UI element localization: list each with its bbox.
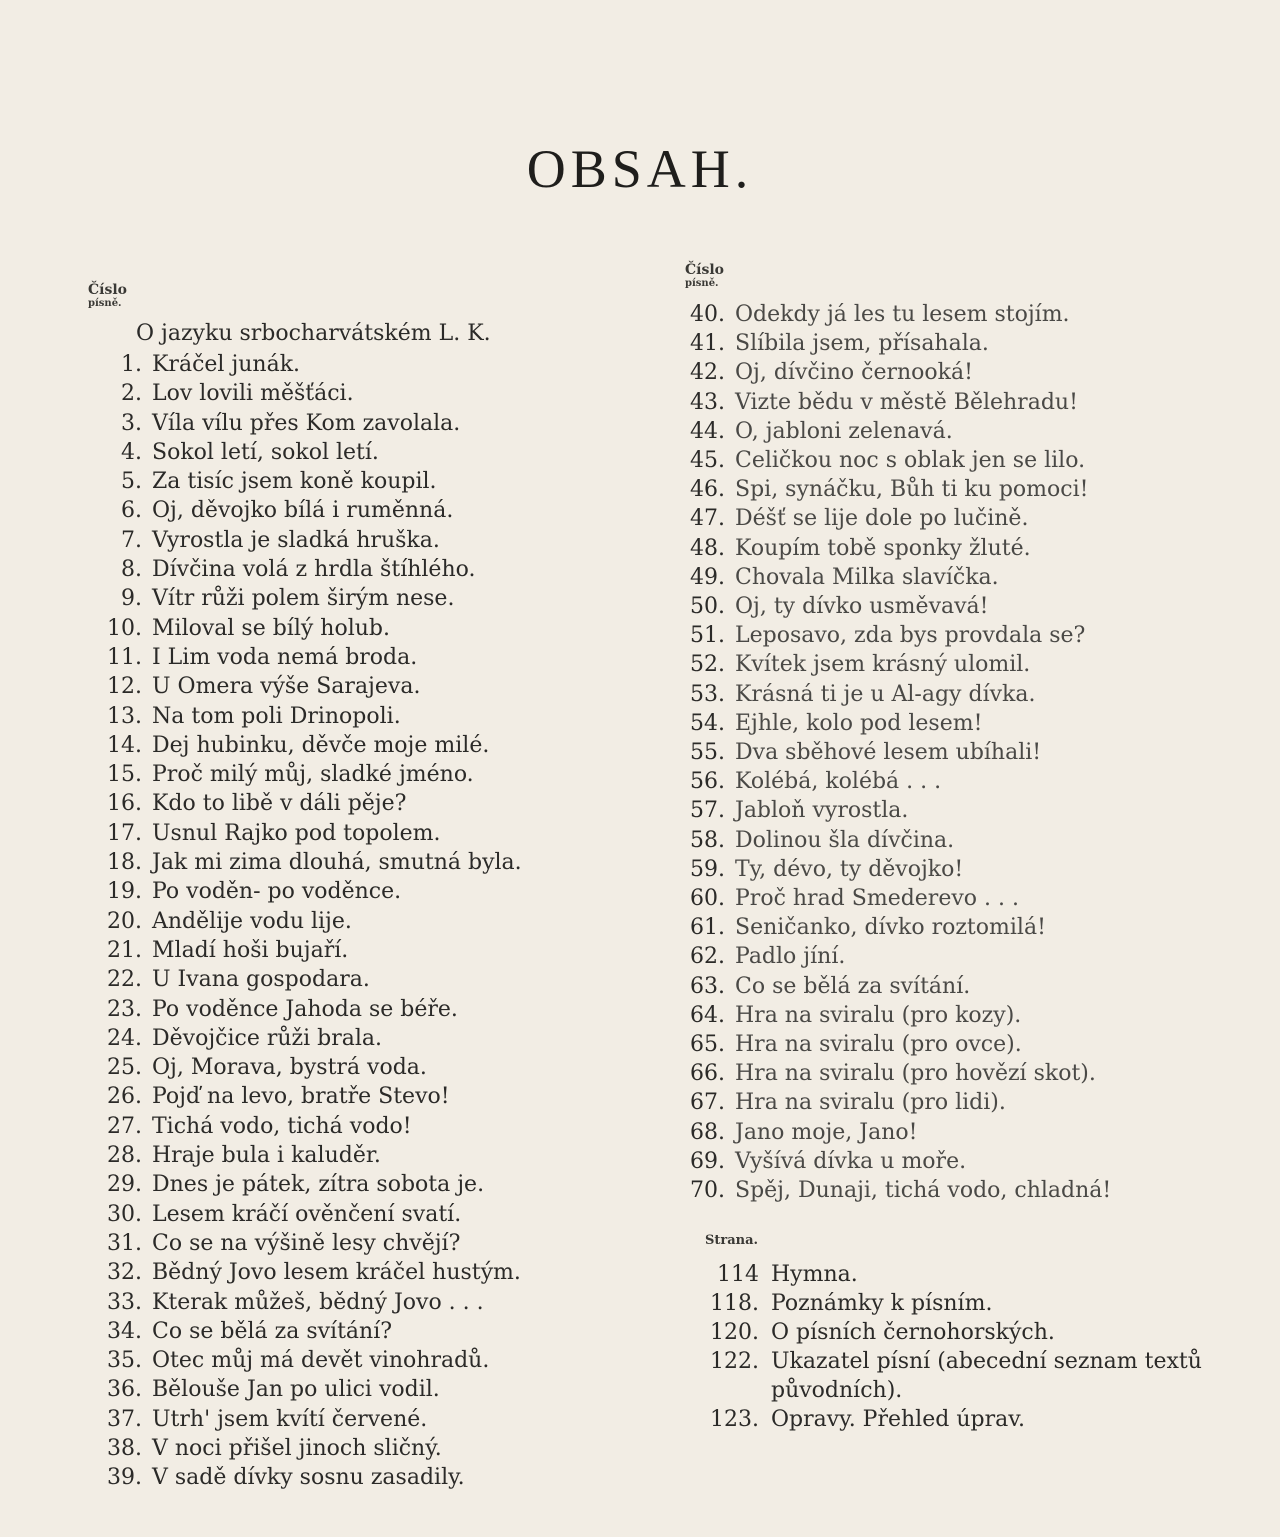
item-title: Proč hrad Smederevo . . . [735, 886, 1019, 912]
list-item [88, 789, 608, 818]
item-title: Ukazatel písní (abecední seznam textů původních). [771, 1349, 1202, 1404]
item-title: I Lim voda nemá broda. [152, 644, 418, 670]
item-title: Ty, dévo, ty děvojko! [735, 856, 964, 882]
item-title: Chovala Milka slavíčka. [735, 564, 999, 590]
item-number: 37. [107, 1406, 142, 1432]
item-title: V noci přišel jinoch sličný. [152, 1435, 442, 1461]
item-title: Pojď na levo, bratře Stevo! [152, 1084, 450, 1110]
item-title: Padlo jíní. [735, 944, 846, 970]
item-number: 40. [690, 302, 725, 327]
list-item [685, 1176, 1245, 1205]
list-item [685, 1405, 1245, 1434]
item-number: 23. [107, 996, 142, 1022]
item-number: 59. [690, 856, 725, 882]
list-item [88, 496, 608, 525]
item-title: Spi, synáčku, Bůh ti ku pomoci! [735, 477, 1089, 503]
item-number: 45. [690, 448, 725, 474]
item-number: 18. [107, 850, 142, 876]
list-item [88, 1229, 608, 1258]
item-number: 43. [690, 389, 725, 415]
item-number: 39. [107, 1465, 142, 1491]
right-song-list [685, 300, 1245, 1205]
item-title: Bědný Jovo lesem kráčel hustým. [152, 1260, 521, 1286]
item-number: 50. [690, 594, 725, 620]
item-number: 20. [107, 908, 142, 934]
list-item [685, 855, 1245, 884]
item-title: Krásná ti je u Al-agy dívka. [735, 681, 1036, 707]
item-number: 44. [690, 418, 725, 444]
item-number: 114 [717, 1262, 759, 1288]
item-title: Kráčel junák. [152, 352, 301, 377]
item-number: 33. [107, 1289, 142, 1315]
item-title: Usnul Rajko pod topolem. [152, 820, 441, 846]
list-item [685, 680, 1245, 709]
item-number: 49. [690, 564, 725, 590]
list-item [88, 438, 608, 467]
column-header-sub: písně. [88, 298, 122, 309]
item-title: Jano moje, Jano! [735, 1119, 918, 1145]
item-number: 7. [121, 527, 142, 553]
item-title: Dva sběhové lesem ubíhali! [735, 740, 1042, 766]
item-title: Co se bělá za svítání. [735, 973, 971, 999]
item-number: 5. [121, 469, 142, 495]
list-item [88, 643, 608, 672]
item-number: 118. [710, 1291, 759, 1317]
item-number: 123. [710, 1407, 759, 1433]
item-number: 19. [107, 879, 142, 905]
item-number: 8. [121, 557, 142, 583]
item-number: 4. [121, 439, 142, 465]
item-title: Kterak můžeš, bědný Jovo . . . [152, 1289, 484, 1315]
item-title: Hra na sviralu (pro kozy). [735, 1002, 1022, 1028]
item-number: 51. [690, 623, 725, 649]
list-item [88, 1170, 608, 1199]
list-item [88, 1024, 608, 1053]
item-title: Vítr růži polem širým nese. [152, 586, 455, 612]
list-item [685, 300, 1245, 329]
item-number: 21. [107, 937, 142, 963]
item-title: Hraje bula i kaluděr. [152, 1143, 381, 1169]
item-number: 27. [107, 1113, 142, 1139]
item-title: Leposavo, zda bys provdala se? [735, 623, 1086, 649]
list-item [685, 592, 1245, 621]
item-number: 60. [690, 886, 725, 912]
item-number: 31. [107, 1230, 142, 1256]
list-item [88, 1288, 608, 1317]
list-item [88, 877, 608, 906]
item-title: Hra na sviralu (pro lidi). [735, 1090, 1006, 1116]
item-title: Kvítek jsem krásný ulomil. [735, 652, 1031, 678]
list-item [88, 584, 608, 613]
list-item [88, 819, 608, 848]
item-number: 66. [690, 1061, 725, 1087]
list-item [685, 563, 1245, 592]
list-item [685, 1088, 1245, 1117]
item-number: 16. [107, 791, 142, 817]
item-number: 55. [690, 740, 725, 766]
list-item [685, 650, 1245, 679]
list-item [88, 350, 608, 379]
item-number: 63. [690, 973, 725, 999]
list-item [88, 731, 608, 760]
list-item [88, 1405, 608, 1434]
item-number: 48. [690, 535, 725, 561]
item-title: Kolébá, kolébá . . . [735, 769, 942, 795]
item-number: 47. [690, 506, 725, 532]
page-list [685, 1260, 1245, 1434]
item-number: 17. [107, 820, 142, 846]
list-item [685, 1147, 1245, 1176]
item-number: 70. [690, 1178, 725, 1204]
item-number: 42. [690, 360, 725, 386]
item-number: 52. [690, 652, 725, 678]
item-title: Dnes je pátek, zítra sobota je. [152, 1172, 485, 1198]
page-title: OBSAH. [526, 139, 754, 199]
left-column [88, 282, 608, 1493]
item-title: Mladí hoši bujaří. [152, 937, 349, 963]
list-item [88, 1346, 608, 1375]
item-title: Opravy. Přehled úprav. [771, 1407, 1026, 1433]
list-item [88, 848, 608, 877]
item-number: 6. [121, 498, 142, 524]
item-title: Oj, Morava, bystrá voda. [152, 1055, 427, 1081]
item-number: 36. [107, 1377, 142, 1403]
list-item [88, 760, 608, 789]
item-number: 12. [107, 674, 142, 700]
item-title: U Omera výše Sarajeva. [152, 674, 421, 700]
item-number: 57. [690, 798, 725, 824]
item-number: 68. [690, 1119, 725, 1145]
item-number: 32. [107, 1260, 142, 1286]
item-number: 56. [690, 769, 725, 795]
list-item [685, 1001, 1245, 1030]
item-title: Celičkou noc s oblak jen se lilo. [735, 448, 1086, 474]
list-item [88, 379, 608, 408]
item-number: 29. [107, 1172, 142, 1198]
item-title: Oj, ty dívko usměvavá! [735, 594, 989, 620]
column-header-sub: písně. [685, 278, 719, 289]
item-title: Oj, děvojko bílá i ruměnná. [152, 498, 454, 524]
item-title: Kdo to libě v dáli pěje? [152, 791, 407, 817]
list-item [88, 672, 608, 701]
item-number: 1. [121, 352, 142, 377]
left-song-list [88, 350, 608, 1493]
item-title: Hra na sviralu (pro hovězí skot). [735, 1061, 1096, 1087]
list-item [685, 329, 1245, 358]
list-item [88, 467, 608, 496]
item-title: U Ivana gospodara. [152, 967, 370, 993]
item-number: 61. [690, 915, 725, 941]
item-title: Po voděn- po voděnce. [152, 879, 402, 905]
item-title: Oj, dívčino černooká! [735, 360, 973, 386]
list-item [685, 1260, 1245, 1289]
item-title: Odekdy já les tu lesem stojím. [735, 302, 1070, 327]
item-number: 14. [107, 732, 142, 758]
item-number: 35. [107, 1348, 142, 1374]
item-number: 69. [690, 1148, 725, 1174]
item-title: Hra na sviralu (pro ovce). [735, 1032, 1022, 1058]
item-number: 38. [107, 1435, 142, 1461]
item-title: O, jabloni zelenavá. [735, 418, 953, 444]
item-title: O písních černohorských. [771, 1320, 1055, 1346]
item-title: Seničanko, dívko roztomilá! [735, 915, 1046, 941]
list-item [685, 1347, 1245, 1405]
list-item [88, 1112, 608, 1141]
list-item [685, 826, 1245, 855]
item-title: Vyrostla je sladká hruška. [152, 527, 440, 553]
item-number: 13. [107, 703, 142, 729]
list-item [88, 555, 608, 584]
item-title: Na tom poli Drinopoli. [152, 703, 401, 729]
item-number: 9. [121, 586, 142, 612]
item-title: Jak mi zima dlouhá, smutná byla. [152, 850, 522, 876]
list-item [685, 475, 1245, 504]
item-title: Dívčina volá z hrdla štíhlého. [152, 557, 476, 583]
page-header: Strana. [705, 1233, 759, 1249]
list-item [685, 504, 1245, 533]
item-title: Otec můj má devět vinohradů. [152, 1348, 490, 1374]
item-title: Co se bělá za svítání? [152, 1318, 393, 1344]
item-number: 120. [710, 1320, 759, 1346]
list-item [88, 702, 608, 731]
list-item [88, 1141, 608, 1170]
item-number: 3. [121, 410, 142, 436]
list-item [685, 1030, 1245, 1059]
item-title: Za tisíc jsem koně koupil. [152, 469, 437, 495]
item-number: 58. [690, 827, 725, 853]
list-item [685, 796, 1245, 825]
item-title: Vyšívá dívka u moře. [735, 1148, 967, 1174]
item-number: 26. [107, 1084, 142, 1110]
list-item [88, 1053, 608, 1082]
item-title: Utrh' jsem kvítí červené. [152, 1406, 428, 1432]
item-title: Lesem kráčí ověnčení svatí. [152, 1201, 462, 1227]
item-number: 2. [121, 381, 142, 407]
item-title: Hymna. [771, 1262, 858, 1288]
list-item [685, 1289, 1245, 1318]
list-item [685, 621, 1245, 650]
list-item [88, 1463, 608, 1492]
list-item [685, 942, 1245, 971]
item-title: Spěj, Dunaji, tichá vodo, chladná! [735, 1178, 1112, 1204]
list-item [88, 1434, 608, 1463]
column-header: Číslo [88, 282, 127, 298]
column-header: Číslo [685, 262, 724, 278]
item-number: 30. [107, 1201, 142, 1227]
item-title: Děvojčice růži brala. [152, 1025, 383, 1051]
list-item [685, 388, 1245, 417]
item-number: 22. [107, 967, 142, 993]
item-number: 24. [107, 1025, 142, 1051]
item-number: 122. [710, 1349, 759, 1375]
list-item [685, 884, 1245, 913]
list-item [685, 709, 1245, 738]
item-number: 46. [690, 477, 725, 503]
list-item [685, 417, 1245, 446]
item-number: 41. [690, 331, 725, 357]
item-title: Bělouše Jan po ulici vodil. [152, 1377, 440, 1403]
list-item [88, 995, 608, 1024]
item-title: Miloval se bílý holub. [152, 615, 390, 641]
list-item [685, 1318, 1245, 1347]
list-item [685, 1059, 1245, 1088]
list-item [685, 913, 1245, 942]
item-title: Dej hubinku, děvče moje milé. [152, 732, 490, 758]
list-item [685, 534, 1245, 563]
item-title: V sadě dívky sosnu zasadily. [152, 1465, 465, 1491]
item-number: 11. [107, 644, 142, 670]
list-item [88, 1317, 608, 1346]
list-item [685, 767, 1245, 796]
item-title: Po voděnce Jahoda se béře. [152, 996, 458, 1022]
list-item [88, 936, 608, 965]
list-item [88, 1258, 608, 1287]
item-title: Ejhle, kolo pod lesem! [735, 710, 983, 736]
list-item [685, 738, 1245, 767]
item-number: 54. [690, 710, 725, 736]
list-item [88, 965, 608, 994]
item-title: Koupím tobě sponky žluté. [735, 535, 1031, 561]
item-title: Proč milý můj, sladké jméno. [152, 762, 474, 788]
item-number: 25. [107, 1055, 142, 1081]
right-column [685, 262, 1245, 1434]
item-number: 34. [107, 1318, 142, 1344]
item-title: Víla vílu přes Kom zavolala. [152, 410, 461, 436]
item-title: Lov lovili měšťáci. [152, 381, 354, 407]
item-number: 62. [690, 944, 725, 970]
intro-entry: O jazyku srbocharvátském L. K. [136, 321, 491, 346]
item-number: 10. [107, 615, 142, 641]
item-number: 67. [690, 1090, 725, 1116]
item-number: 65. [690, 1032, 725, 1058]
list-item [88, 1375, 608, 1404]
list-item [88, 1200, 608, 1229]
item-title: Sokol letí, sokol letí. [152, 439, 379, 465]
list-item [88, 526, 608, 555]
list-item [88, 409, 608, 438]
item-number: 53. [690, 681, 725, 707]
item-number: 15. [107, 762, 142, 788]
list-item [88, 907, 608, 936]
list-item [685, 972, 1245, 1001]
item-title: Poznámky k písním. [771, 1291, 993, 1317]
item-title: Déšť se lije dole po lučině. [735, 506, 1029, 532]
item-number: 64. [690, 1002, 725, 1028]
item-title: Vizte bědu v městě Bělehradu! [735, 389, 1078, 415]
item-title: Slíbila jsem, přísahala. [735, 331, 989, 357]
item-title: Dolinou šla dívčina. [735, 827, 955, 853]
item-title: Andělije vodu lije. [152, 908, 352, 934]
list-item [685, 1118, 1245, 1147]
item-title: Co se na výšině lesy chvějí? [152, 1230, 461, 1256]
item-title: Jabloň vyrostla. [735, 798, 909, 824]
item-number: 28. [107, 1143, 142, 1169]
list-item [685, 446, 1245, 475]
item-title: Tichá vodo, tichá vodo! [152, 1113, 412, 1139]
list-item [685, 358, 1245, 387]
list-item [88, 614, 608, 643]
list-item [88, 1082, 608, 1111]
